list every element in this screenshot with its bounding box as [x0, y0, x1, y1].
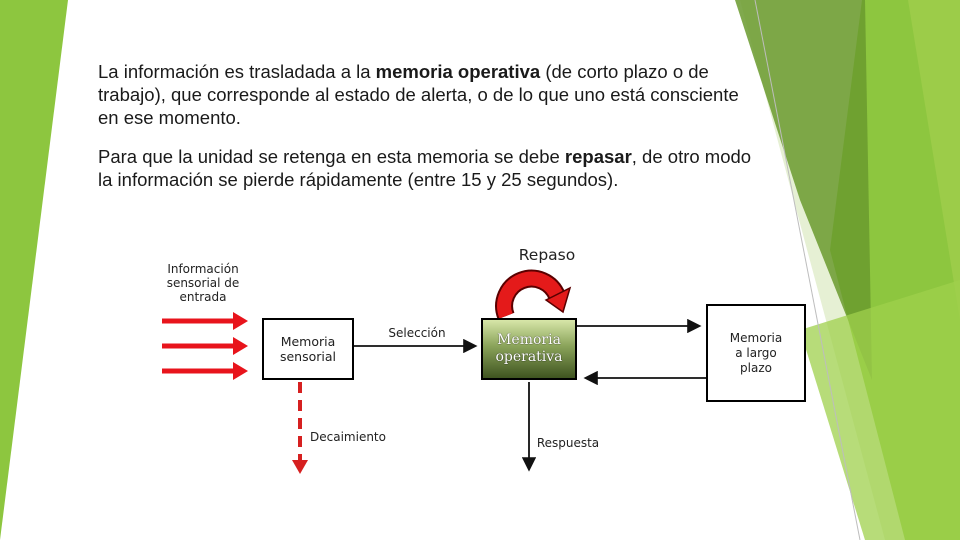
paragraph-repasar: Para que la unidad se retenga en esta memoria se debe repasar, de otro modo la información se pierde rápidamente (entre 15 y 25 segundos).: [98, 146, 752, 190]
bold-memoria-operativa: memoria operativa: [375, 61, 541, 82]
respuesta-label: Respuesta: [536, 436, 600, 450]
input-label: Información sensorial de entrada: [166, 262, 240, 304]
input-arrowhead-1: [233, 312, 248, 330]
memoria-operativa-label: Memoria operativa: [495, 332, 563, 365]
input-arrowhead-2: [233, 337, 248, 355]
repaso-loop-icon: [504, 279, 570, 316]
decaimiento-arrowhead: [292, 460, 308, 474]
memoria-sensorial-box: [262, 318, 354, 380]
decaimiento-label: Decaimiento: [310, 430, 386, 444]
memoria-largo-plazo-label: Memoria a largo plazo: [729, 330, 783, 375]
memoria-sensorial-label: Memoria sensorial: [279, 334, 337, 364]
input-arrows: [162, 312, 248, 380]
bold-repasar: repasar: [564, 146, 632, 167]
memoria-operativa-box: [481, 318, 577, 380]
seleccion-label: Selección: [388, 326, 446, 340]
input-arrowhead-3: [233, 362, 248, 380]
memoria-largo-plazo-box: [706, 304, 806, 402]
paragraph-memoria-operativa: La información es trasladada a la memoria operativa (de corto plazo o de trabajo), que corresponde al estado de alerta, o de lo que uno está consciente en ese momento.: [98, 61, 739, 128]
repaso-label: Repaso: [518, 246, 576, 264]
